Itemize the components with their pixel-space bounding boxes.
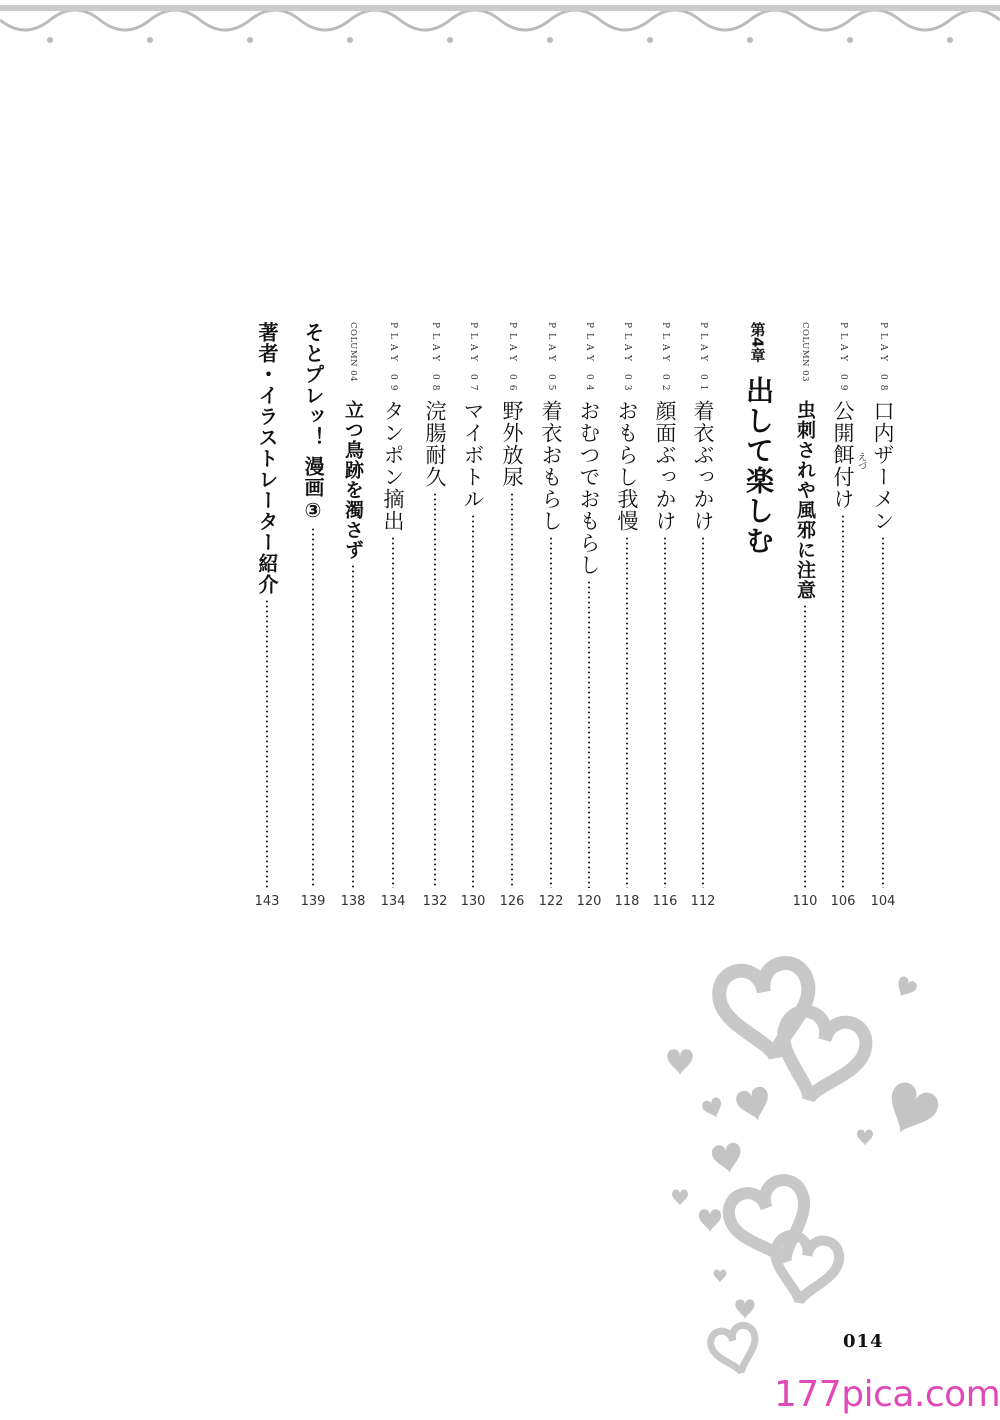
entry-page: 122 bbox=[538, 894, 564, 909]
play-label: PLAY 04 bbox=[584, 322, 594, 396]
leader-dots bbox=[804, 604, 806, 888]
entry-page: 120 bbox=[576, 894, 602, 909]
toc-entry bbox=[338, 322, 368, 912]
toc-entry bbox=[574, 322, 604, 912]
play-label: PLAY 05 bbox=[546, 322, 556, 396]
toc-entry bbox=[497, 322, 527, 912]
entry-title: おむつでおもらし bbox=[577, 400, 601, 576]
leader-dots bbox=[472, 514, 474, 888]
entry-title: 着衣おもらし bbox=[539, 400, 563, 532]
entry-page: 139 bbox=[300, 894, 326, 909]
toc-entry bbox=[458, 322, 488, 912]
toc-entry bbox=[790, 322, 820, 912]
toc-entry bbox=[298, 322, 328, 912]
toc-entry bbox=[420, 322, 450, 912]
play-label: PLAY 08 bbox=[430, 322, 440, 396]
entry-page: 134 bbox=[380, 894, 406, 909]
play-label: PLAY 03 bbox=[622, 322, 632, 396]
chapter-heading bbox=[738, 322, 778, 556]
ruby-text: えづ bbox=[856, 452, 866, 470]
leader-dots bbox=[266, 599, 268, 888]
play-label: PLAY 01 bbox=[698, 322, 708, 396]
entry-page: 138 bbox=[340, 894, 366, 909]
column-label: COLUMN 03 bbox=[800, 322, 810, 382]
leader-dots bbox=[312, 527, 314, 888]
watermark: 177pica.com bbox=[774, 1374, 1000, 1415]
leader-dots bbox=[882, 536, 884, 888]
toc-entry bbox=[536, 322, 566, 912]
leader-dots bbox=[352, 564, 354, 888]
entry-page: 130 bbox=[460, 894, 486, 909]
hearts-decoration bbox=[650, 940, 1000, 1380]
entry-page: 106 bbox=[830, 894, 856, 909]
entry-title: 著者・イラストレーター紹介 bbox=[255, 322, 279, 595]
leader-dots bbox=[550, 536, 552, 888]
toc-entry bbox=[868, 322, 898, 912]
entry-page: 110 bbox=[792, 894, 818, 909]
entry-title: おもらし我慢 bbox=[615, 400, 639, 532]
entry-title: 野外放尿 bbox=[500, 400, 524, 488]
chapter-title: 出して楽しむ bbox=[742, 376, 775, 557]
entry-title: 公開餌付け bbox=[831, 400, 855, 510]
entry-title: マイボトル bbox=[461, 400, 485, 510]
entry-title: そとプレッ！ 漫画③ bbox=[301, 322, 325, 523]
entry-page: 104 bbox=[870, 894, 896, 909]
leader-dots bbox=[702, 536, 704, 888]
chapter-number: 第4章 bbox=[748, 322, 767, 363]
leader-dots bbox=[842, 514, 844, 888]
play-label: PLAY 09 bbox=[388, 322, 398, 396]
entry-title: 立つ鳥跡を濁さず bbox=[342, 400, 364, 560]
play-label: PLAY 02 bbox=[660, 322, 670, 396]
leader-dots bbox=[392, 536, 394, 888]
entry-title: 顔面ぶっかけ bbox=[653, 400, 677, 532]
leader-dots bbox=[588, 580, 590, 888]
entry-title: 着衣ぶっかけ bbox=[691, 400, 715, 532]
lace-border-decoration bbox=[0, 0, 1000, 60]
toc-entry bbox=[828, 322, 866, 912]
entry-page: 132 bbox=[422, 894, 448, 909]
entry-title: 口内ザーメン bbox=[871, 400, 895, 532]
toc-entry bbox=[612, 322, 642, 912]
leader-dots bbox=[511, 492, 513, 888]
leader-dots bbox=[664, 536, 666, 888]
toc-entry bbox=[378, 322, 408, 912]
entry-title: 虫刺されや風邪に注意 bbox=[794, 400, 816, 600]
entry-title: タンポン摘出 bbox=[381, 400, 405, 532]
entry-page: 116 bbox=[652, 894, 678, 909]
entry-title: 浣腸耐久 bbox=[423, 400, 447, 488]
entry-page: 126 bbox=[499, 894, 525, 909]
play-label: PLAY 08 bbox=[878, 322, 888, 396]
play-label: PLAY 07 bbox=[468, 322, 478, 396]
entry-page: 143 bbox=[254, 894, 280, 909]
play-label: PLAY 06 bbox=[507, 322, 517, 396]
toc-entry bbox=[688, 322, 718, 912]
column-label: COLUMN 04 bbox=[348, 322, 358, 382]
toc-entry bbox=[252, 322, 282, 912]
leader-dots bbox=[434, 492, 436, 888]
entry-page: 112 bbox=[690, 894, 716, 909]
toc-entry bbox=[650, 322, 680, 912]
page-number: 014 bbox=[843, 1331, 884, 1352]
leader-dots bbox=[626, 536, 628, 888]
entry-page: 118 bbox=[614, 894, 640, 909]
play-label: PLAY 09 bbox=[838, 322, 848, 396]
